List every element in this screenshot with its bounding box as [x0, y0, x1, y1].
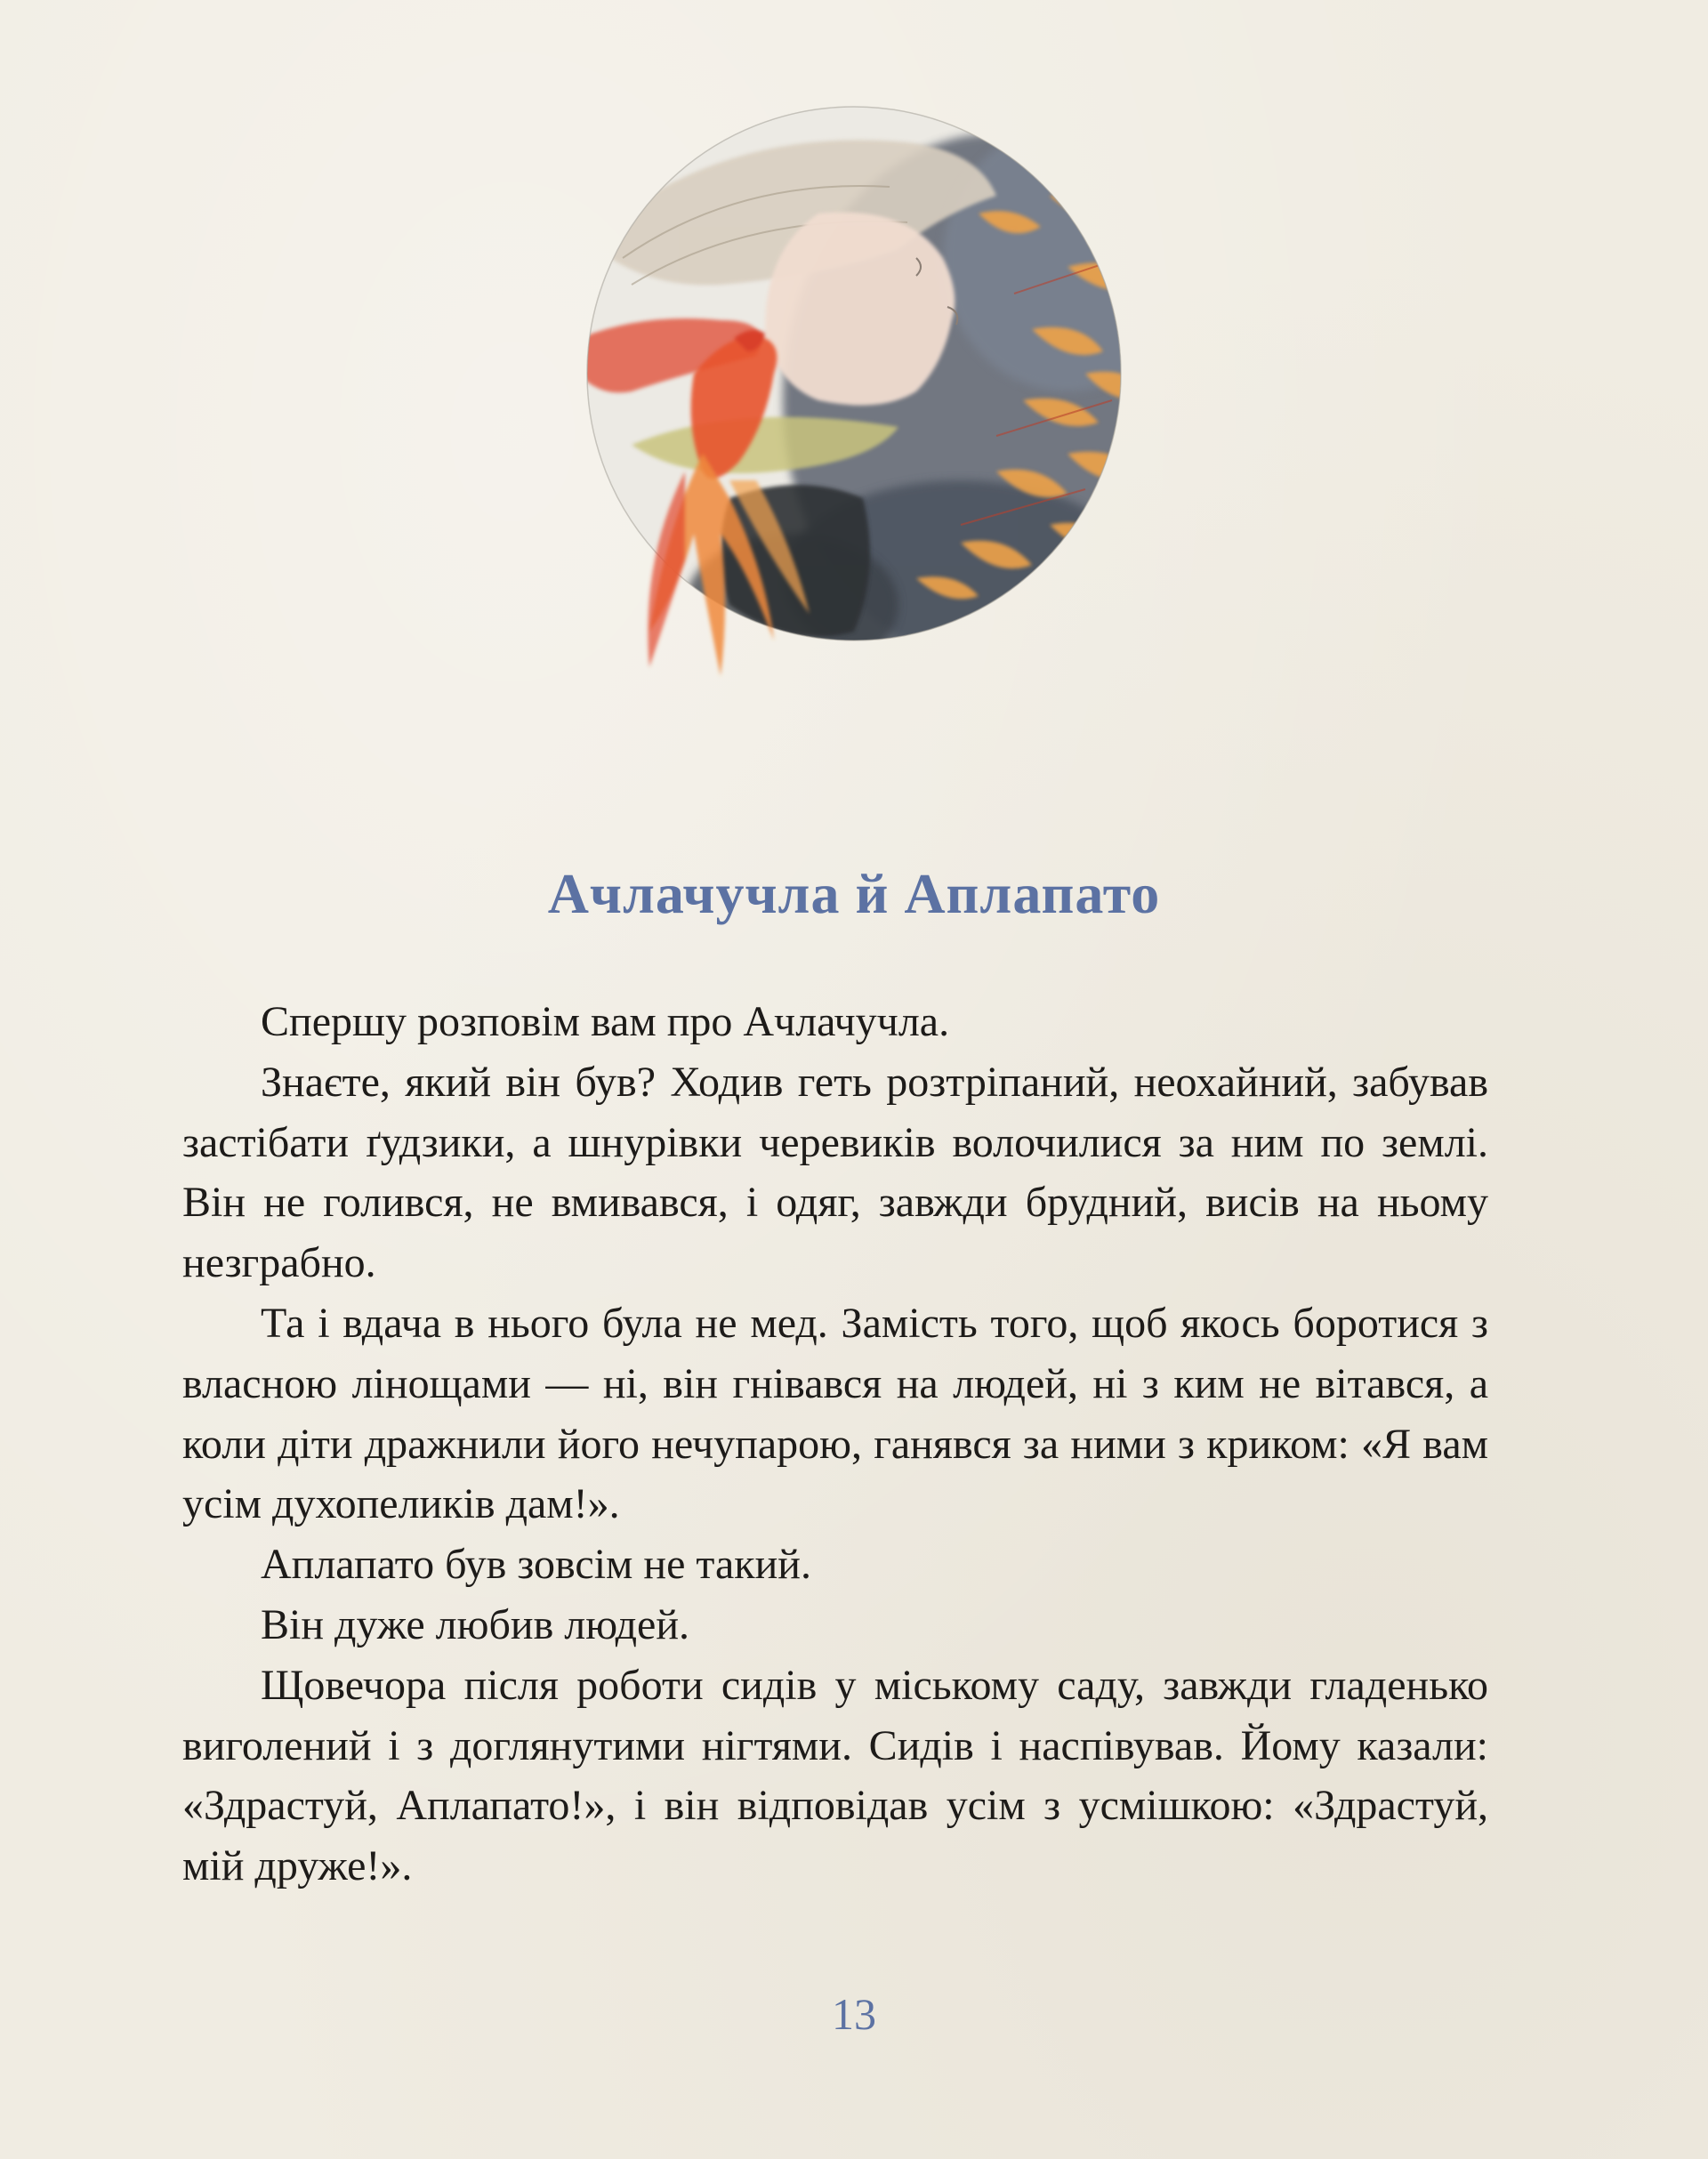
chapter-body: [182, 992, 1488, 1897]
watercolor-illustration: [498, 80, 1192, 836]
chapter-title: Ачлачучла й Аплапато: [547, 862, 1161, 925]
paragraph: Щовечора після роботи сидів у міському саду, завжди гладенько виголений і з доглянутими нігтями. Сидів і наспівував. Йому казали: «Здрастуй, Аплапато!», і він відповідав усім з усмішкою: «Здрастуй, мій друже!».: [182, 1661, 1488, 1890]
page-number: 13: [832, 1989, 876, 2039]
paragraph: Спершу розповім вам про Ачлачучла.: [261, 998, 950, 1045]
paragraph: Та і вдача в нього була не мед. Замість того, щоб якось боротися з власною лінощами — ні, він гнівався на людей, ні з ким не вітався, а коли діти дражнили його нечупарою, ганявся за ними з криком: «Я вам усім духопеликів дам!».: [182, 1299, 1488, 1528]
paragraph: Аплапато був зовсім не такий.: [261, 1541, 811, 1589]
paragraph: Він дуже любив людей.: [261, 1600, 690, 1648]
paragraph: Знаєте, який він був? Ходив геть розтріпаний, неохайний, забував застібати ґудзики, а шнурівки черевиків волочилися за ним по землі. Він не голився, не вмивався, і одяг, завжди брудний, висів на ньому незграбно.: [182, 1058, 1488, 1287]
